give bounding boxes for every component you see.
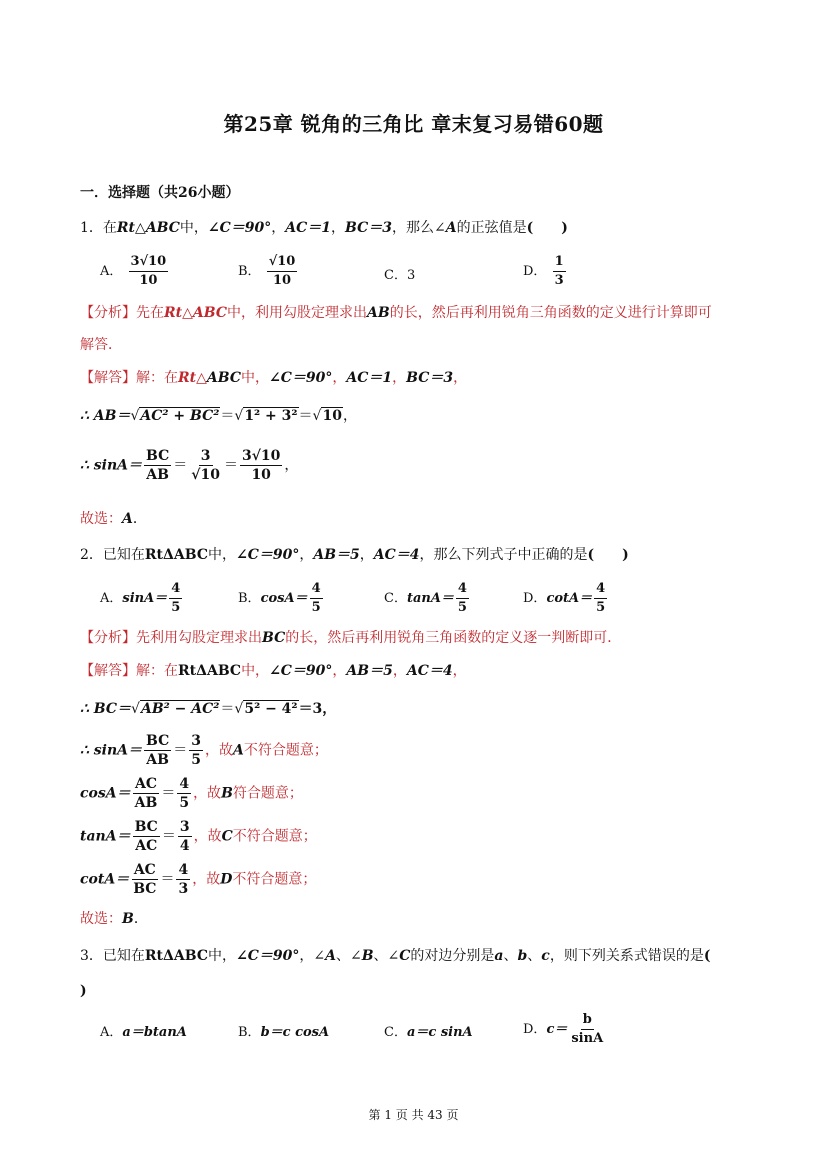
q2-cos-tail-c: 符合题意； (232, 785, 303, 802)
q3-side-a: a (494, 948, 504, 964)
q2-opt-d-fraction: $\frac{4}{5}$ (596, 581, 606, 615)
q3-angle-c: C (399, 948, 411, 964)
q2-option-b (238, 581, 325, 616)
q3-stem-text2: 中， (207, 948, 236, 964)
q3-angle-b: B (361, 948, 374, 964)
q1-ab-tail: ， (342, 408, 357, 424)
q3-option-b (238, 1021, 329, 1040)
q1-option-b (238, 254, 299, 289)
q2-cot-tail-a: ，故 (192, 871, 221, 888)
q1-answer-ac: AC＝1 (346, 370, 393, 386)
q2-sin-f2: $\frac{3}{5}$ (191, 733, 202, 768)
q2-tan-line (80, 819, 317, 854)
section-heading: 一．选择题（共26小题） (80, 185, 240, 201)
q2-sin-tail-a: ，故 (205, 742, 234, 759)
q2-choose-value: B (122, 911, 134, 927)
q1-ab-lhs: ∴ AB＝ (80, 408, 131, 424)
q1-option-a (100, 254, 170, 289)
q2-cond-c: ∠C＝90° (235, 547, 300, 563)
q2-stem (80, 544, 629, 564)
q1-opt-a-label: A． (100, 264, 123, 279)
q1-sin-eq1: ＝ (173, 457, 188, 474)
q3-opt-a-label: A． (100, 1025, 123, 1040)
q1-paren: ( ) (526, 220, 568, 236)
q1-rt: Rt (116, 220, 136, 236)
q2-comma2: ， (359, 547, 374, 563)
q1-answer-comma2: ， (392, 370, 407, 386)
q1-analysis-text2: 中，利用勾股定理求出 (227, 305, 367, 321)
q2-answer-tag: 【解答】 (80, 663, 136, 679)
q2-cos-tail-b: B (221, 785, 233, 802)
q3-stem-text5: ，则下列关系式错误的是 (549, 948, 704, 964)
q1-opt-b-fraction: $\frac{√10}{10}$ (268, 254, 296, 288)
q1-cond-ac: AC＝1 (285, 220, 332, 236)
q2-choose (80, 908, 148, 928)
q2-cot-tail-b: D (220, 871, 233, 888)
q1-answer-text2: 中， (241, 370, 269, 386)
q3-stem-text: 3．已知在 (80, 948, 145, 964)
q3-paren-close: ) (80, 983, 87, 999)
q2-opt-c-fn: tanA＝ (406, 591, 454, 606)
q2-cot-tail-c: 不符合题意； (232, 871, 317, 888)
q2-bc-rad2: 5² − 4² (244, 701, 298, 717)
q2-answer-c: ∠C＝90° (269, 663, 333, 679)
q1-option-d (523, 254, 568, 289)
q1-choose-label: 故选： (80, 511, 122, 527)
q1-triangle: △ (135, 220, 146, 236)
q2-choose-dot: ． (133, 911, 148, 927)
q3-opt-c-label: C． (384, 1025, 407, 1040)
q2-cos-tail-a: ，故 (193, 785, 222, 802)
q2-opt-b-fn: cosA＝ (260, 591, 308, 606)
q2-stem-text3: ，那么下列式子中正确的是 (419, 547, 588, 563)
page-title: 第25章 锐角的三角比 章末复习易错60题 (223, 112, 604, 136)
q1-opt-d-fraction: $\frac{1}{3}$ (554, 254, 564, 288)
q2-cot-line (80, 862, 316, 897)
q2-stem-text: 2．已知在 (80, 547, 145, 563)
q3-angle-a: A (325, 948, 336, 964)
q1-analysis-tag: 【分析】 (80, 305, 136, 321)
q2-tan-f2: $\frac{3}{4}$ (179, 819, 190, 854)
q2-bc-rad1: AB² − AC² (140, 701, 220, 717)
q1-analysis-ab: AB (367, 305, 390, 321)
q3-sep2: 、∠ (373, 948, 400, 964)
q1-analysis-text3: 的长，然后再利用锐角三角函数的定义进行计算即可 (389, 305, 712, 321)
q1-sin-line (80, 448, 298, 483)
q1-sin-f2: $\frac{3}{√10}$ (191, 448, 220, 483)
q1-angle-a: A (445, 220, 457, 236)
q2-answer (80, 660, 467, 680)
q1-analysis-rt: Rt (164, 305, 183, 321)
q2-option-a (100, 581, 184, 616)
q3-opt-d-label: D． (523, 1022, 547, 1037)
q3-opt-a-value: a＝btanA (122, 1025, 187, 1040)
q1-opt-c-label: C． (384, 268, 407, 283)
q3-opt-d-fraction: $\frac{b}{\sin A}$ (571, 1012, 604, 1046)
q2-paren: ( ) (587, 547, 629, 563)
q2-tan-f1: $\frac{BC}{AC}$ (134, 819, 158, 854)
q1-option-c (384, 264, 415, 283)
q2-tan-tail-b: C (221, 828, 233, 845)
q3-side-b: b (517, 948, 528, 964)
q2-tan-lhs: tanA＝ (80, 828, 131, 845)
q2-analysis-tag: 【分析】 (80, 630, 136, 646)
q1-analysis-tri: △ (182, 305, 193, 321)
q2-sin-tail-c: 不符合题意； (243, 742, 328, 759)
q2-cos-lhs: cosA＝ (80, 785, 131, 802)
q2-option-d (523, 581, 609, 616)
q1-opt-c-value: 3 (406, 268, 416, 283)
q1-ab-eq1: ＝ (220, 408, 235, 424)
q2-choose-label: 故选： (80, 911, 122, 927)
q2-bc-lhs: ∴ BC＝ (80, 701, 132, 717)
q2-analysis-bc: BC (262, 630, 286, 646)
q2-answer-comma3: ， (452, 663, 467, 679)
q1-stem-text3: ，那么∠ (392, 220, 446, 236)
q1-analysis-abc: ABC (192, 305, 227, 321)
q2-cos-eq: ＝ (161, 785, 176, 802)
q2-rt: RtΔABC (144, 547, 208, 563)
q2-bc-res: ＝3， (298, 701, 337, 717)
q1-choose (80, 508, 147, 528)
q1-answer-tag: 【解答】 (80, 370, 136, 386)
q2-opt-c-fraction: $\frac{4}{5}$ (457, 581, 467, 615)
q1-abc: ABC (145, 220, 180, 236)
q1-sin-f3: $\frac{3√10}{10}$ (241, 448, 281, 483)
q1-ab-rad3: 10 (322, 408, 342, 424)
q1-analysis-cont: 解答． (80, 337, 122, 353)
q2-sin-f1: $\frac{BC}{AB}$ (146, 733, 170, 768)
q3-rt: RtΔABC (144, 948, 208, 964)
q1-ab-line: ∴ AB＝√AC² + BC²＝√1² + 3²＝√10， (80, 408, 357, 424)
q2-cot-f1: $\frac{AC}{BC}$ (133, 862, 157, 897)
q3-cond-c: ∠C＝90° (235, 948, 300, 964)
q3-paren-open: ( (703, 948, 711, 964)
q1-choose-value: A (122, 511, 133, 527)
q3-opt-d-lhs: c＝ (546, 1022, 568, 1037)
q2-opt-b-label: B． (238, 591, 261, 606)
q2-opt-c-label: C． (384, 591, 407, 606)
q3-stem (80, 945, 710, 965)
q1-opt-a-fraction: $\frac{3√10}{10}$ (130, 254, 167, 288)
q3-dun2: 、 (527, 948, 542, 964)
q1-stem-text: 1．在 (80, 220, 117, 236)
q1-sin-tail: ， (284, 457, 299, 474)
q2-answer-ac: AC＝4 (406, 663, 453, 679)
q1-comma: ， (271, 220, 286, 236)
q3-side-c: c (541, 948, 550, 964)
q2-opt-d-fn: cotA＝ (546, 591, 593, 606)
q1-answer-text1: 解：在 (136, 370, 178, 386)
q1-analysis-text1: 先在 (136, 305, 164, 321)
q2-opt-a-fn: sinA＝ (122, 591, 168, 606)
q2-cond-ac: AC＝4 (373, 547, 420, 563)
page-footer: 第 1 页 共 43 页 (368, 1108, 459, 1122)
q1-stem-text4: 的正弦值是 (456, 220, 527, 236)
q2-cos-f1: $\frac{AC}{AB}$ (134, 776, 158, 811)
q1-answer-comma: ， (332, 370, 347, 386)
q2-cos-line (80, 776, 303, 811)
q1-answer-abc: ABC (206, 370, 241, 386)
q1-cond-c: ∠C＝90° (207, 220, 272, 236)
q3-stem-text3: ，∠ (299, 948, 326, 964)
q2-answer-text1: 解：在 (136, 663, 178, 679)
q2-bc-line: ∴ BC＝√AB² − AC²＝√5² − 4²＝3， (80, 701, 337, 717)
q1-stem-text2: 中， (179, 220, 208, 236)
q1-opt-b-label: B． (238, 264, 261, 279)
q1-answer-bc: BC＝3 (406, 370, 454, 386)
q2-sin-eq: ＝ (173, 742, 188, 759)
q2-sin-tail-b: A (233, 742, 244, 759)
q1-sin-lhs: ∴ sinA＝ (80, 457, 143, 474)
q1-answer-comma3: ， (453, 370, 468, 386)
q2-option-c (384, 581, 471, 616)
q2-answer-comma: ， (332, 663, 347, 679)
q2-opt-b-fraction: $\frac{4}{5}$ (311, 581, 321, 615)
q3-sep1: 、∠ (335, 948, 362, 964)
q1-stem (80, 217, 568, 237)
q2-cot-eq: ＝ (160, 871, 175, 888)
q1-cond-bc: BC＝3 (345, 220, 393, 236)
q1-sin-eq2: ＝ (223, 457, 238, 474)
q1-choose-dot: ． (132, 511, 147, 527)
q2-analysis-text2: 的长，然后再利用锐角三角函数的定义逐一判断即可． (285, 630, 622, 646)
q1-ab-rad1: AC² + BC² (140, 408, 220, 424)
q3-opt-b-value: b＝c cosA (260, 1025, 330, 1040)
q2-tan-tail-a: ，故 (193, 828, 222, 845)
q1-answer-rt: Rt (178, 370, 197, 386)
q2-opt-d-label: D． (523, 591, 547, 606)
q2-sin-lhs: ∴ sinA＝ (80, 742, 143, 759)
q2-opt-a-fraction: $\frac{4}{5}$ (171, 581, 181, 615)
q1-comma2: ， (331, 220, 346, 236)
q2-answer-comma2: ， (392, 663, 407, 679)
q2-answer-text2: 中， (241, 663, 270, 679)
q2-cond-ab: AB＝5 (313, 547, 360, 563)
q2-sin-line (80, 733, 328, 768)
q1-ab-eq2: ＝ (298, 408, 313, 424)
q2-answer-ab: AB＝5 (346, 663, 393, 679)
q1-answer-c: ∠C＝90° (269, 370, 333, 386)
q3-dun1: 、 (503, 948, 518, 964)
q2-cos-f2: $\frac{4}{5}$ (179, 776, 190, 811)
q2-stem-text2: 中， (207, 547, 236, 563)
q2-analysis (80, 627, 621, 647)
q3-opt-c-value: a＝c sinA (406, 1025, 473, 1040)
q2-cot-lhs: cotA＝ (80, 871, 130, 888)
q3-option-c (384, 1021, 473, 1040)
q3-opt-b-label: B． (238, 1025, 261, 1040)
q2-comma: ， (299, 547, 314, 563)
q2-opt-a-label: A． (100, 591, 123, 606)
q1-answer-tri: △ (196, 370, 207, 386)
q2-answer-rt: RtΔABC (178, 663, 242, 679)
q2-analysis-text1: 先利用勾股定理求出 (136, 630, 262, 646)
q1-answer (80, 367, 467, 387)
q1-ab-rad2: 1² + 3² (244, 408, 298, 424)
q3-option-a (100, 1021, 187, 1040)
q1-sin-f1: $\frac{BC}{AB}$ (146, 448, 170, 483)
q1-opt-d-label: D． (523, 264, 547, 279)
q1-analysis (80, 302, 712, 322)
q2-cot-f2: $\frac{4}{3}$ (178, 862, 189, 897)
q2-tan-eq: ＝ (161, 828, 176, 845)
q2-tan-tail-c: 不符合题意； (232, 828, 317, 845)
q3-stem-text4: 的对边分别是 (410, 948, 495, 964)
q3-option-d (523, 1012, 607, 1047)
q2-bc-eq: ＝ (220, 701, 235, 717)
